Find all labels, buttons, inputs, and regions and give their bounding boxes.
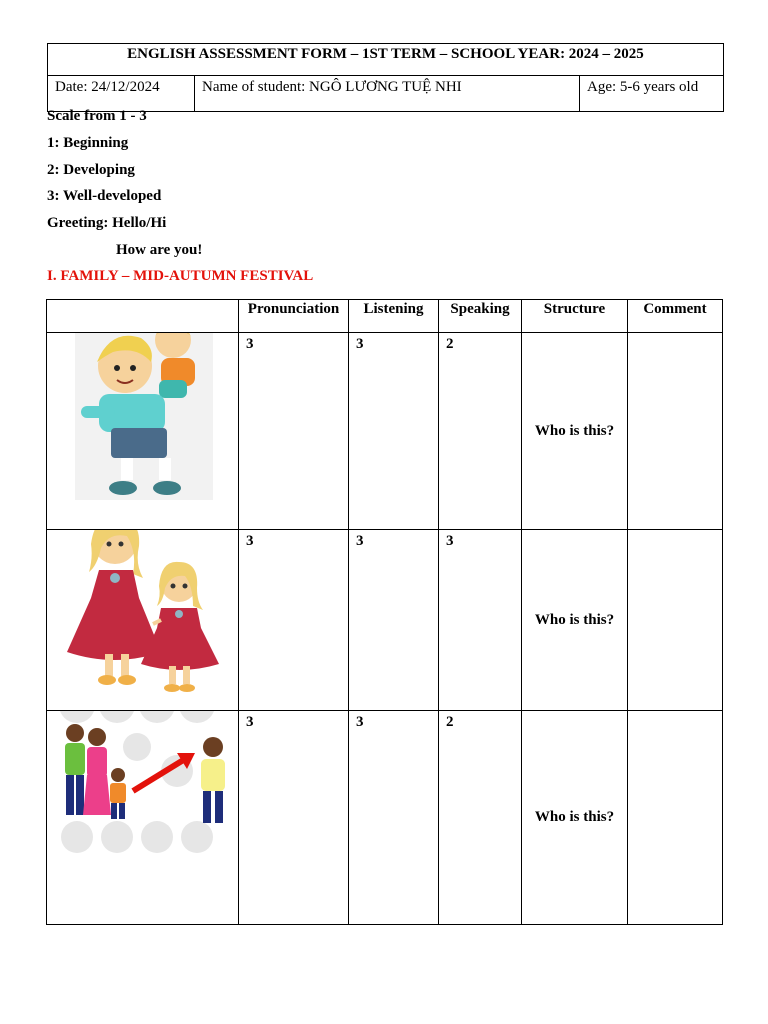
structure-cell: Who is this? xyxy=(522,333,628,530)
boy-carrying-brother-image xyxy=(75,333,213,501)
header-table xyxy=(47,43,724,112)
scale-level-1: 1: Beginning xyxy=(47,135,129,151)
column-header-image xyxy=(47,300,239,333)
speaking-score: 2 xyxy=(439,711,522,925)
comment-cell[interactable] xyxy=(628,333,723,530)
column-header-comment: Comment xyxy=(628,300,723,333)
comment-cell[interactable] xyxy=(628,530,723,711)
pronunciation-score: 3 xyxy=(239,530,349,711)
speaking-score: 3 xyxy=(439,530,522,711)
structure-cell: Who is this? xyxy=(522,711,628,925)
assessment-table xyxy=(46,299,723,925)
greeting-followup: How are you! xyxy=(116,242,203,258)
table-row xyxy=(47,333,723,530)
column-header-speaking: Speaking xyxy=(439,300,522,333)
pronunciation-score: 3 xyxy=(239,333,349,530)
row-image-cell xyxy=(47,530,239,711)
column-header-structure: Structure xyxy=(522,300,628,333)
family-with-arrow-image xyxy=(55,711,231,856)
greeting-label: Greeting: Hello/Hi xyxy=(47,215,167,231)
table-row xyxy=(47,711,723,925)
scale-level-3: 3: Well-developed xyxy=(47,188,162,204)
student-name-field: Name of student: NGÔ LƯƠNG TUỆ NHI xyxy=(195,76,580,112)
form-title: ENGLISH ASSESSMENT FORM – 1ST TERM – SCHOOL YEAR: 2024 – 2025 xyxy=(48,44,724,76)
listening-score: 3 xyxy=(349,333,439,530)
comment-cell[interactable] xyxy=(628,711,723,925)
age-field: Age: 5-6 years old xyxy=(580,76,724,112)
column-header-listening: Listening xyxy=(349,300,439,333)
speaking-score: 2 xyxy=(439,333,522,530)
listening-score: 3 xyxy=(349,530,439,711)
row-image-cell xyxy=(47,711,239,925)
row-image-cell xyxy=(47,333,239,530)
two-sisters-image xyxy=(57,530,239,711)
structure-cell: Who is this? xyxy=(522,530,628,711)
section-title: I. FAMILY – MID-AUTUMN FESTIVAL xyxy=(47,268,314,284)
listening-score: 3 xyxy=(349,711,439,925)
scale-title: Scale from 1 - 3 xyxy=(47,108,147,124)
column-header-pronunciation: Pronunciation xyxy=(239,300,349,333)
scale-level-2: 2: Developing xyxy=(47,162,135,178)
date-field: Date: 24/12/2024 xyxy=(48,76,195,112)
pronunciation-score: 3 xyxy=(239,711,349,925)
table-row xyxy=(47,530,723,711)
